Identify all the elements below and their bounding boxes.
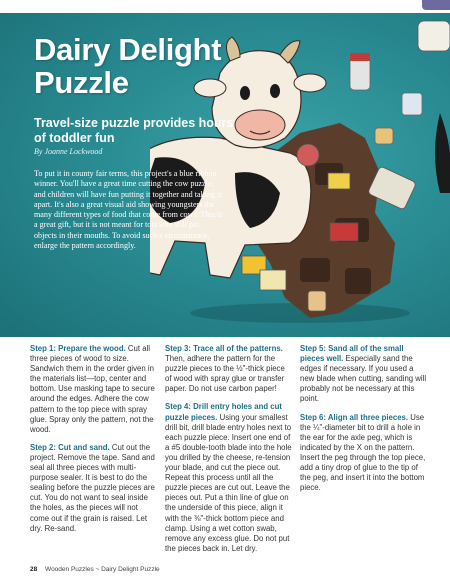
byline: By Joanne Lockwood [34,147,103,156]
intro-paragraph: To put it in county fair terms, this project's a blue ribbon winner. You'll have a great time cutting the cow puzzle, and children will have fun putting it together and taking it apart. It's also a great visual aid showing youngsters the many different types of food that come from cows. This is a great gift, but it is not meant for tots who still put objects in their mouths. To avoid such a circumstance, enlarge the pattern accordingly. [34,169,223,251]
hero-banner [0,13,450,337]
step-3 [165,344,293,394]
step-label: Step 3: Trace all of the patterns. [165,344,283,353]
step-text: Cut all three pieces of wood to size. Sandwich them in the order given in the materials list—top, center and bottom. Use masking tape to secure around the edges. Adhere the cow pattern to the top piece with spray glue. Spray only the pattern, not the wood. [30,344,155,434]
step-text: Especially sand the edges if necessary. If you used a new blade when cutting, sanding will probably not be necessary at this point. [300,354,427,404]
article-subtitle: Travel-size puzzle provides hours of toddler fun [34,116,234,145]
step-2 [30,443,158,534]
title-line-1: Dairy Delight [34,32,222,67]
step-5 [300,344,428,405]
page-number: 28 [30,566,38,573]
step-text: Then, adhere the pattern for the puzzle pieces to the ½"-thick piece of wood with spray glue or transfer paper. Do not use carbon paper! [165,354,285,394]
step-label: Step 5: Sand all of the small pieces well. [300,344,404,364]
page-footer [30,566,160,573]
step-text: Using your smallest drill bit, drill blade entry holes next to each puzzle piece. Insert one end of a #5 double-tooth blade into the hole you drilled by the cheese, re-tension your blade, and cut the piece out. Repeat this process until all the puzzle pieces are cut out. Leave the pieces out. Put a thin line of glue on the underside of this piece, align it with the ⅜"-thick bottom piece and clamp. Using a wet cotton swab, remove any excess glue. Do not put the pieces back in. Let dry. [165,412,292,553]
step-label: Step 6: Align all three pieces. [300,412,409,422]
column-1 [30,344,158,542]
step-label: Step 1: Prepare the wood. [30,344,126,353]
column-3 [300,344,428,501]
page-tab [422,0,450,10]
step-1 [30,344,158,435]
step-text: Cut out the project. Remove the tape. Sand and seal all three pieces with multi-purpose sealer. It is best to do the sealing before the puzzle pieces are cut. You do not want to seal inside the holes, as the pieces will not come out if the grain is raised. Let dry. Re-sand. [30,442,155,533]
column-2 [165,344,293,562]
step-text: Use the ¼"-diameter bit to drill a hole in the ear for the axle peg, which is indicated by the X on the pattern. Insert the peg through the top piece, add a tiny drop of glue to the tip of the peg, and insert it into the bottom piece. [300,412,426,493]
step-label: Step 2: Cut and sand. [30,442,110,452]
running-title: Wooden Puzzles ~ Dairy Delight Puzzle [45,566,160,573]
top-strip [0,0,450,13]
step-4 [165,402,293,553]
step-6 [300,413,428,494]
title-line-2: Puzzle [34,65,129,100]
step-label: Step 4: Drill entry holes and cut puzzle pieces. [165,402,282,422]
article-title [34,33,221,99]
